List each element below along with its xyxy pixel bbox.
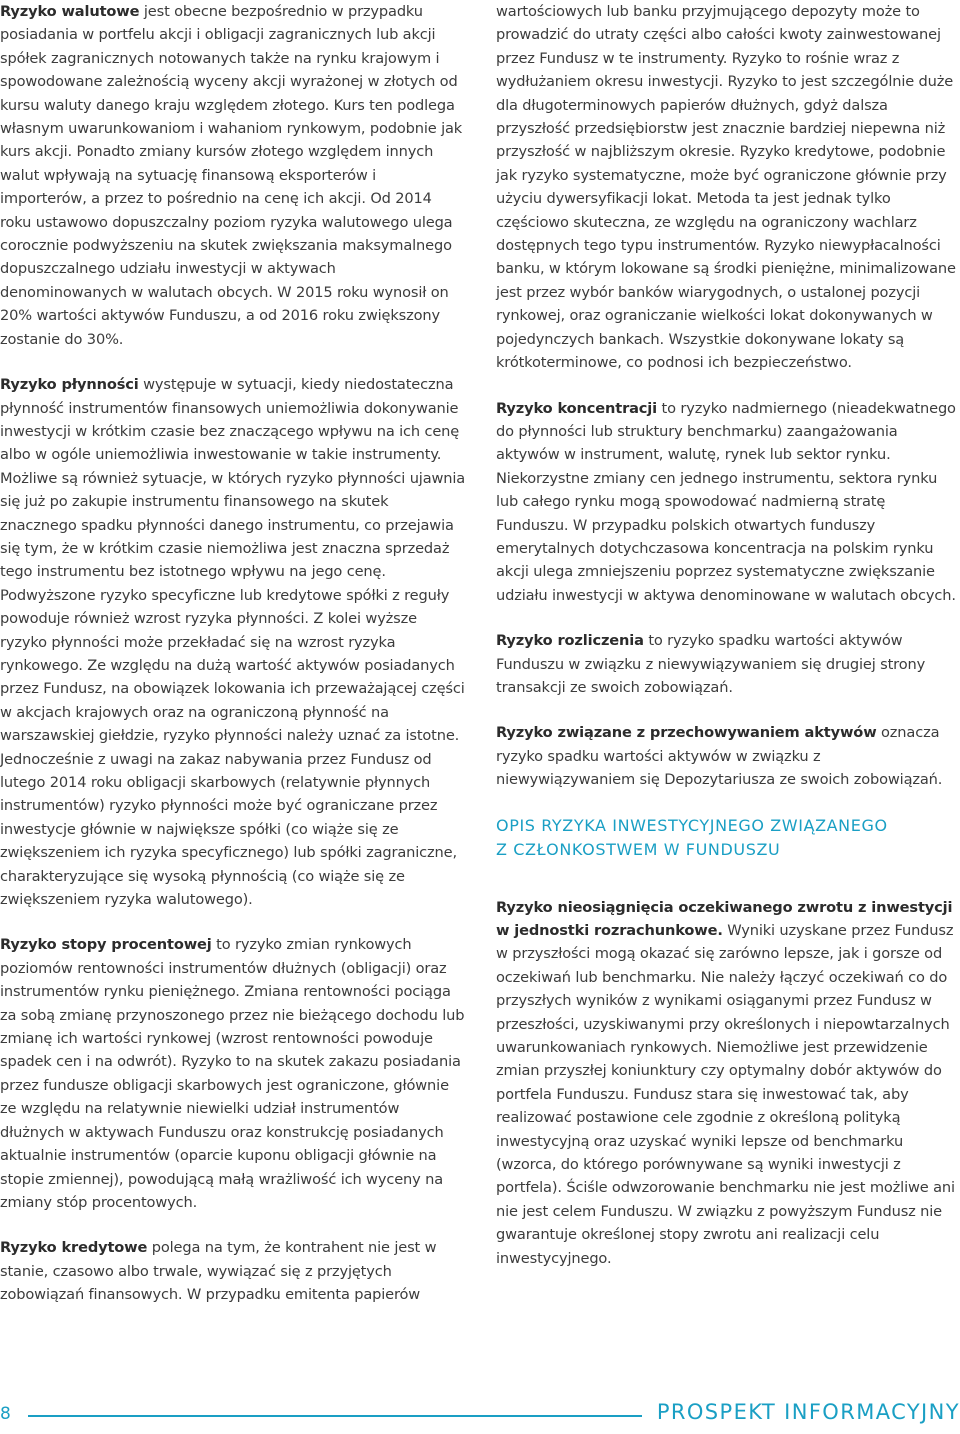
paragraph-credit-risk-continued	[496, 0, 960, 375]
term-settlement-risk: Ryzyko rozliczenia	[496, 632, 644, 650]
section-heading	[496, 814, 960, 862]
text-currency-risk: jest obecne bezpośrednio w przypadku posiadania w portfelu akcji i obligacji zagranicznych lub akcji spółek zagranicznych notowanych także na rynku krajowym i spowodowane zależnością wyceny akcji wyrażonej w złotych od kursu waluty danego kraju względem złotego. Kurs ten podlega własnym uwarunkowaniom i wahaniom rynkowym, podobnie jak kurs akcji. Ponadto zmiany kursów złotego względem innych walut wpływają na sytuację finansową eksporterów i importerów, a przez to pośrednio na cenę ich akcji. Od 2014 roku ustawowo dopuszczalny poziom ryzyka walutowego ulega corocznie podwyższeniu na skutek zwiększania maksymalnego dopuszczalnego udziału inwestycji w aktywach denominowanych w walutach obcych. W 2015 roku wynosił on 20% wartości aktywów Funduszu, a od 2016 roku zwiększony zostanie do 30%.	[0, 3, 463, 348]
text-interest-rate-risk: to ryzyko zmian rynkowych poziomów rentowności instrumentów dłużnych (obligacji) oraz instrumentów rynku pieniężnego. Zmiana rentowności pociąga za sobą zmianę przynoszonego przez nie bieżącego dochodu lub zmianę ich wartości rynkowej (wzrost rentowności powoduje spadek cen i na odwrót). Ryzyko to na skutek zakazu posiadania przez fundusze obligacji skarbowych jest ograniczone, głównie ze względu na relatywnie niewielki udział instrumentów dłużnych w aktywach Funduszu oraz konstrukcję posiadanych aktualnie instrumentów (oparcie kuponu obligacji głównie na stopie zmiennej), powodującą małą wrażliwość ich wyceny na zmiany stóp procentowych.	[0, 936, 465, 1211]
section-heading-line-2: Z CZŁONKOSTWEM W FUNDUSZU	[496, 839, 781, 859]
text-concentration-risk: to ryzyko nadmiernego (nieadekwatnego do płynności lub struktury benchmarku) zaangażowania aktywów w instrument, walutę, rynek lub sektor rynku. Niekorzystne zmiany cen jednego instrumentu, sektora rynku lub całego rynku mogą spowodować nadmierną stratę Funduszu. W przypadku polskich otwartych funduszy emerytalnych dotychczasowa koncentracja na polskim rynku akcji ulega zmniejszeniu poprzez systematyczne zwiększanie udziału inwestycji w aktywa denominowane w walutach obcych.	[496, 399, 956, 604]
right-column	[496, 0, 960, 1292]
text-return-risk: Wyniki uzyskane przez Fundusz w przyszłości mogą okazać się zarówno lepsze, jak i gorsze od oczekiwań lub benchmarku. Nie należy łączyć oczekiwań co do przyszłych wyników z wynikami osiąganymi przez Fundusz w przeszłości, uzyskiwanymi przy określonych i niepowtarzalnych uwarunkowaniach rynkowych. Niemożliwe jest przewidzenie zmian przyszłej koniunktury czy optymalny dobór aktywów do portfela Funduszu. Fundusz stara się inwestować tak, aby realizować postawione cele zgodnie z określoną polityką inwestycyjną oraz uzyskać wyniki lepsze od benchmarku (wzorca, do którego porównywane są wyniki inwestycji z portfela). Ściśle odwzorowanie benchmarku nie jest możliwe ani nie jest celem Funduszu. W związku z powyższym Fundusz nie gwarantuje określonej stopy zwrotu ani realizacji celu inwestycyjnego.	[496, 922, 955, 1267]
term-liquidity-risk: Ryzyko płynności	[0, 376, 139, 394]
paragraph-liquidity-risk	[0, 373, 466, 911]
page-number: 8	[0, 1404, 11, 1424]
term-interest-rate-risk: Ryzyko stopy procentowej	[0, 936, 212, 954]
paragraph-concentration-risk	[496, 397, 960, 608]
paragraph-custody-risk	[496, 721, 960, 791]
paragraph-currency-risk	[0, 0, 466, 351]
term-return-risk: Ryzyko nieosiągnięcia oczekiwanego zwrotu z inwestycji w jednostki rozrachunkowe.	[496, 898, 953, 939]
term-concentration-risk: Ryzyko koncentracji	[496, 399, 658, 417]
term-custody-risk: Ryzyko związane z przechowywaniem aktywów	[496, 724, 877, 742]
section-heading-line-1: OPIS RYZYKA INWESTYCYJNEGO ZWIĄZANEGO	[496, 815, 888, 835]
footer-divider	[28, 1415, 642, 1417]
text-credit-risk: polega na tym, że kontrahent nie jest w stanie, czasowo albo trwale, wywiązać się z przyjętych zobowiązań finansowych. W przypadku emitenta papierów	[0, 1239, 437, 1304]
text-custody-risk: oznacza ryzyko spadku wartości aktywów w związku z niewywiązywaniem się Depozytariusza ze swoich zobowiązań.	[496, 724, 943, 789]
paragraph-return-risk	[496, 896, 960, 1271]
page-footer	[0, 1400, 960, 1434]
term-currency-risk: Ryzyko walutowe	[0, 3, 140, 20]
paragraph-settlement-risk	[496, 629, 960, 699]
paragraph-interest-rate-risk	[0, 933, 466, 1214]
paragraph-credit-risk	[0, 1236, 466, 1306]
text-settlement-risk: to ryzyko spadku wartości aktywów Funduszu w związku z niewywiązywaniem się drugiej strony transakcji ze swoich zobowiązań.	[496, 632, 926, 696]
text-liquidity-risk: występuje w sytuacji, kiedy niedostateczna płynność instrumentów finansowych uniemożliwia dokonywanie inwestycji w krótkim czasie bez znaczącego wpływu na ich cenę albo w ogóle uniemożliwia inwestowanie w takie instrumenty. Możliwe są również sytuacje, w których ryzyko płynności ujawnia się już po zakupie instrumentu finansowego na skutek znacznego spadku płynności danego instrumentu, co przejawia się tym, że w krótkim czasie niemożliwa jest znaczna sprzedaż tego instrumentu bez istotnego wpływu na jego cenę. Podwyższone ryzyko specyficzne lub kredytowe spółki z reguły powoduje również wzrost ryzyka płynności. Z kolei wyższe ryzyko płynności może przekładać się na wzrost ryzyka rynkowego. Ze względu na dużą wartość aktywów posiadanych przez Fundusz, na obowiązek lokowania ich przeważającej części w akcjach krajowych oraz na ograniczoną płynność na warszawskiej giełdzie, ryzyko płynności należy uznać za istotne. Jednocześnie z uwagi na zakaz nabywania przez Fundusz od lutego 2014 roku obligacji skarbowych (relatywnie płynnych instrumentów) ryzyko płynności może być ograniczane przez inwestycje głównie w największe spółki (co wiąże się ze zwiększeniem ich ryzyka specyficznego) lub spółki zagraniczne, charakteryzujące się wysoką płynnością (co wiąże się ze zwiększeniem ryzyka walutowego).	[0, 376, 466, 909]
left-column	[0, 0, 466, 1329]
text-credit-risk-continued: wartościowych lub banku przyjmującego depozyty może to prowadzić do utraty części albo całości kwoty zainwestowanej przez Fundusz w te instrumenty. Ryzyko to rośnie wraz z wydłużaniem okresu inwestycji. Ryzyko to jest szczególnie duże dla długoterminowych papierów dłużnych, gdyż dalsza przyszłość przedsiębiorstw jest znacznie bardziej niepewna niż przyszłość w najbliższym okresie. Ryzyko kredytowe, podobnie jak ryzyko systematyczne, może być ograniczone głównie przy użyciu dywersyfikacji lokat. Metoda ta jest jednak tylko częściowo skuteczna, ze względu na ograniczony wachlarz dostępnych tego typu instrumentów. Ryzyko niewypłacalności banku, w którym lokowane są środki pieniężne, minimalizowane jest przez wybór banków wiarygodnych, o ustalonej pozycji rynkowej, oraz ograniczanie wielkości lokat dokonywanych w pojedynczych bankach. Wszystkie dokonywane lokaty są krótkoterminowe, co podnosi ich bezpieczeństwo.	[496, 3, 956, 372]
footer-title: PROSPEKT INFORMACYJNY	[656, 1400, 960, 1424]
term-credit-risk: Ryzyko kredytowe	[0, 1239, 148, 1257]
